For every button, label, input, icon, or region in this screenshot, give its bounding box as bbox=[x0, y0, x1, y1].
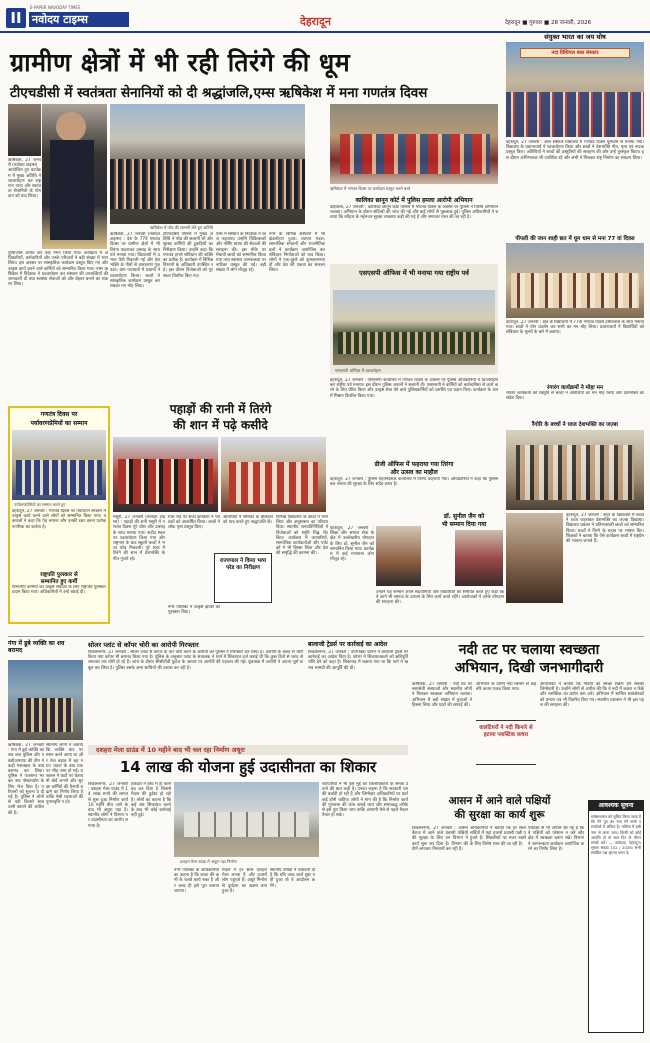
bottom-right-story2-col1: विकासनगर, 27 जनवरी : आसन बैराज में आने वाले प्रवासी पक्षियों की सुरक्षा के लिए वन विभाग ने कार्य शुरू कर दिया है। विभाग की टीमें लगातार निगरानी कर रही हैं। bbox=[412, 826, 468, 852]
bottom-main-headline: 14 लाख की योजना हुई उदासीनता का शिकार bbox=[119, 758, 377, 776]
bottom-right-headline-line1: नदी तट पर चलाया स्वच्छता bbox=[458, 642, 600, 658]
bottom-story1-col2: स्थानीय लोगों ने बताया कि व्यक्ति घाट पर स्नान करने आया था और तेज बहाव में बह गया। घटना के बाद घाट पर भीड़ जमा हो गई। प्रशासन ने घाटों पर चेतावनी बोर्ड लगाने और सुरक्षा कर्मियों की तैनाती बढ़ाने का निर्णय लिया है ताकि ऐसी घटनाओं की पुनरावृत्ति न हो। bbox=[46, 743, 83, 806]
bottom-main-col5: स्थानीय पार्षदों ने चेतावनी दी है कि यदि जल्द कार्य शुरू नहीं हुआ तो वे आंदोलन करेंगे। bbox=[270, 868, 315, 889]
bottom-story3-body: विकासनगर, 27 जनवरी : उपभोक्ता फोरम ने बालाजी ट्रेडर्स पर कार्रवाई का आदेश दिया है। फोरम ने शिकायतकर्ता को क्षतिपूर्ति राशि देने को कहा है। शिकायत में बताया गया था कि फर्म ने खराब सामग्री की आपूर्ति की थी। bbox=[308, 650, 408, 671]
lead-body-col4: एम्स में संस्थान के निदेशक ने ध्वज फहराया। उन्होंने चिकित्सकों और नर्सिंग स्टाफ की सेवाओं की सराहना की। इस मौके पर मेधावी छात्रों को सम्मानित किया गया तथा स्वास्थ्य जागरूकता पर नाटिका प्रस्तुत की गई। बड़ी संख्या में लोग मौजूद रहे। bbox=[216, 232, 266, 274]
river-rescue-photo bbox=[8, 660, 83, 740]
right-story3-title: रंगारंग कार्यक्रमों ने मोहा मन bbox=[546, 385, 603, 391]
bottom-right-story2-line2: की सुरक्षा का कार्य शुरू bbox=[454, 809, 545, 821]
yoga-group-photo bbox=[506, 243, 644, 318]
bottom-story3-title: बालाजी ट्रेडर्स पर कार्रवाई का आदेश bbox=[308, 641, 388, 648]
bottom-story2-title: सोलर प्लांट से कॉपर चोरी का आरोपी गिरफ्तार bbox=[88, 641, 199, 649]
lead-headline: ग्रामीण क्षेत्रों में भी रही तिरंगे की धूम bbox=[10, 48, 351, 77]
bottom-right-col3: आयोजकों ने बताया कि नदियों को स्वच्छ रखना हम सबकी जिम्मेदारी है। उन्होंने लोगों से अपील की कि वे नदी में कचरा न फेंकें और प्लास्टिक का प्रयोग कम करें। अभियान में शामिल स्वयंसेवकों को प्रमाण पत्र भी वितरित किए गए। स्थानीय प्रशासन ने भी इस पहल की सराहना की। bbox=[540, 682, 644, 708]
bottom-kicker: दशहरा मेला ग्राउंड में 10 महीने बाद भी चल रहा निर्माण अधूरा bbox=[88, 745, 408, 755]
center-headline-line1: पहाड़ों की रानी में तिरंगे bbox=[169, 402, 272, 416]
center-body-col4: विभिन्न विद्यालयों के छात्रों ने भाग लिया और अनुशासन का परिचय दिया। स्थानीय जनप्रतिनिधियों ने विजेताओं को स्मृति चिह्न भेंट किए। कार्यक्रम में व्यापारियों, सामाजिक कार्यकर्ताओं और पर्यटकों ने भी हिस्सा लिया और देश की समृद्धि की कामना की। bbox=[276, 515, 328, 557]
lead-body-col1: ऋषिकेश, 27 जनवरी (नवोदय टाइम्स) आयोजित हुए कार्यक्रम में मुख्य अतिथि ने ध्वजारोहण कर राष्ट्रगान गाया और स्वतंत्रता सेनानियों के योगदान को याद किया। bbox=[8, 158, 41, 200]
official-portrait-photo bbox=[8, 104, 41, 156]
middle-story1-title: कालिका छानून कोर्ट में पुलिस हमला आरोपी अभियान bbox=[355, 197, 473, 204]
right-story3-body: रंगारंग कार्यक्रमों की प्रस्तुति से बच्चों ने अतिथियों का मन मोह लिया और देशभक्ति का संदेश दिया। bbox=[506, 391, 644, 402]
profile-title: डॉ. सुनील जैन को bbox=[443, 513, 485, 520]
section-divider bbox=[8, 636, 644, 637]
ssp-caption: एसएसपी ऑफिस में ध्वजारोहण bbox=[335, 368, 381, 373]
yellow-box-body: देहरादून, 27 जनवरी : गणतंत्र दिवस पर पर्यावरण संरक्षण में उत्कृष्ट कार्य करने वाले लोगों को सम्मानित किया गया। वक्ताओं ने कहा कि पेड़ लगाना और उनकी रक्षा करना प्रत्येक नागरिक का कर्तव्य है। bbox=[12, 509, 106, 530]
page-number: II bbox=[6, 8, 26, 28]
epaper-tag: E-PAPER NAVODAY TIMES bbox=[30, 5, 81, 10]
center-body-col1: मसूरी, 27 जनवरी (नवोदय टाइम्स) : पहाड़ों की रानी मसूरी में गणतंत्र दिवस पूरे जोश और उत्साह के साथ मनाया गया। शहीद स्थल पर ध्वजारोहण किया गया और राष्ट्रगान के बाद स्कूली बच्चों ने भव्य परेड निकाली। पूरे शहर में तिरंगे की शान में देशभक्ति के गीत गूंजते रहे। bbox=[113, 515, 165, 562]
right-story2-title: पीपली की जान शाही छत में धूम धाम से मना 77 वां दिवस bbox=[515, 236, 635, 242]
right-story4-body: देहरादून, 27 जनवरी : शहर के विद्यालयों में बच्चों ने ध्वज फहराकर देशभक्ति का जज़्बा दिखाया। विद्यालय प्रबंधन ने प्रतिभाशाली छात्रों को सम्मानित किया। बच्चों ने तिरंगे के महत्व पर भाषण दिए। शिक्षकों ने बताया कि ऐसे कार्यक्रम बच्चों में राष्ट्रप्रेम की भावना जगाते हैं। bbox=[566, 513, 644, 545]
parade-photo bbox=[110, 104, 305, 224]
bottom-story1-title: गंगा में डूबे व्यक्ति का शव बरामद bbox=[8, 640, 65, 654]
yellow-box-story-sub: सम्मानित हुए कर्मी bbox=[40, 579, 78, 585]
notice-ad-title: आवश्यक सूचना bbox=[589, 801, 643, 811]
right-story1-body: देहरादून, 27 जनवरी : बाल संस्कार विद्यालय में गणतंत्र दिवस धूमधाम से मनाया गया। विद्यालय के प्रधानाचार्य ने ध्वजारोहण किया और छात्रों ने देशभक्ति गीत, नृत्य एवं नाटक प्रस्तुत किए। अतिथियों ने बच्चों की प्रस्तुतियों की सराहना की और उन्हें पुरस्कृत किया। इस दौरान अभिभावक भी उपस्थित रहे और सभी ने मिलकर राष्ट्र निर्माण का संकल्प लिया। bbox=[506, 140, 644, 161]
bottom-main-col3: नगर पालिका के अधिकारियों का कहना है कि बजट की कमी के चलते कार्य रुका है और जल्द ही इसे पूरा कराया जाएगा। bbox=[174, 868, 219, 894]
officer-saluting-photo bbox=[42, 104, 107, 249]
student-portrait-photo bbox=[506, 513, 563, 603]
dance-photo bbox=[330, 104, 498, 184]
lead-body-col5: नगर के विभिन्न संस्थानों में भी झंडारोहण हुआ। व्यापार मंडल, सामाजिक संगठनों और राजनीतिक दलों ने कार्यक्रम आयोजित कर संविधान निर्माताओं को याद किया। लोगों ने एक-दूसरे को शुभकामनाएं दीं और देश की एकता का संकल्प लिया। bbox=[269, 232, 325, 274]
middle-story1-body: डोईवाला, 27 जनवरी : कालिका छानून कोर्ट परिसर में गणतंत्र दिवस के अवसर पर पुलिस ने विशेष अभियान चलाया। अभियान के दौरान संदिग्धों की जांच की गई और कई लोगों से पूछताछ हुई। पुलिस अधिकारियों ने बताया कि त्यौहार के मद्देनजर सुरक्षा व्यवस्था कड़ी की गई है और लगातार गश्त की जा रही है। bbox=[330, 205, 498, 221]
bottom-story2-body: विकासनगर, 27 जनवरी : सोलर प्लांट से कॉपर के तार चोरी करने के आरोपी को पुलिस ने गिरफ्तार कर लिया है। आरोपी के कब्जे से चोरी किया गया कॉपर भी बरामद किया गया है। पुलिस के अनुसार प्लांट के संचालक ने थाने में शिकायत दर्ज कराई थी कि कुछ दिनों से प्लांट से लगातार तार चोरी हो रहे हैं। जांच के दौरान सीसीटीवी फुटेज के आधार पर आरोपी की पहचान की गई। पूछताछ में आरोपी ने अपना जुर्म कबूल कर लिया है। पुलिस उसके अन्य साथियों की तलाश कर रही है। bbox=[88, 650, 303, 671]
middle-story3-body: देहरादून, 27 जनवरी : पुलिस महानिदेशक कार्यालय में तिरंगा फहराया गया। अधिकारियों ने कहा कि पुलिस बल जनता की सुरक्षा के लिए सदैव तत्पर है। bbox=[330, 477, 498, 488]
dateline: देहरादून ■ गुरुवार ■ 28 जनवरी, 2026 bbox=[505, 20, 592, 26]
notice-ad-body: सर्वसाधारण को सूचित किया जाता है कि मेरे पुत्र का नाम मेरे सभी दस्तावेजों में अंकित है। भविष्य में इसी नाम से जाना जाए। किसी को कोई आपत्ति हो तो सात दिन के भीतर संपर्क करें। — आवेदक, देहरादून। सूचना संख्या 102 / 2026। सभी संबंधित पक्ष कृपया ध्यान दें। bbox=[591, 814, 641, 856]
yellow-box-title: गणतंत्र दिवस पर bbox=[40, 411, 78, 418]
ssp-office-photo bbox=[333, 290, 495, 365]
bottom-right-story2-col2: अधिकारियों ने बताया कि हर साल सर्दियों में यहां हजारों प्रवासी पक्षी पहुंचते हैं। शिकारियों पर नजर रखने के लिए विशेष गश्त की जा रही है। bbox=[470, 826, 526, 847]
bottom-main-col6: व्यापारियों ने भी इस मुद्दे को जिलाधिकारी के समक्ष उठाने की बात कही है। उनका कहना है कि सरकारी धन की बर्बादी हो रही है और जिम्मेदार अधिकारियों पर कार्रवाई होनी चाहिए। लोगों ने मांग की है कि निर्माण कार्य की गुणवत्ता की जांच कराई जाए और समयबद्ध तरीके से इसे पूरा किया जाए ताकि आगामी मेले से पहले मैदान तैयार हो सके। bbox=[322, 782, 408, 819]
bottom-main-col2: ठेकेदार ने बीच में ही काम बंद कर दिया है जिससे मैदान की दुर्दशा हो रही है। लोगों का कहना है कि कई बार शिकायत करने के बाद भी कोई कार्रवाई नहीं हुई। bbox=[131, 782, 171, 819]
bottom-right-col1: ऋषिकेश, 27 जनवरी : नदी तट पर स्वयंसेवी संस्थाओं और स्थानीय लोगों ने मिलकर स्वच्छता अभियान चलाया। अभियान में बड़ी संख्या में युवाओं ने हिस्सा लिया और घाटों की सफाई की। bbox=[412, 682, 472, 708]
center-body-col2b: नगर पालिका ने उत्कृष्ट झांकी को पुरस्कार दिया। bbox=[168, 605, 220, 616]
school-banner: नदा प्रिंसिपल बाल संस्कार bbox=[520, 48, 630, 58]
lead-subhead: टीएचडीसी में स्वतंत्रता सेनानियों को दी श्रद्धांजलि,एम्स ऋषिकेश में मना गणतंत्र दिवस bbox=[10, 85, 428, 101]
yellow-box-story-title: राष्ट्रपति पुरस्कार से bbox=[40, 572, 78, 578]
yellow-box-caption: पर्यावरणप्रेमियों का सम्मान करते हुए bbox=[14, 502, 66, 507]
right-story4-title: रैंगोरि के बच्चों ने ध्वज देशभक्ति का जज़्बा bbox=[532, 422, 618, 428]
page-header bbox=[0, 0, 650, 36]
center-body-col3: अतिथियों ने सैनिकों के बलिदान को याद करते हुए श्रद्धांजलि दी। bbox=[223, 515, 273, 526]
section-title: देहरादून bbox=[300, 15, 331, 28]
middle-story3-sub: और उत्सव का माहौल bbox=[390, 469, 438, 476]
bottom-story1-col1: ऋषिकेश, 27 जनवरी : गंगा में डूबे व्यक्ति का शव जल पुलिस और एसडीआरएफ की टीम ने कड़ी मशक्कत के बाद बरामद कर लिया। पुलिस ने पंचनामा भरकर शव पोस्टमार्टम के लिए भेज दिया है। परिजनों को सूचना दे दी गई है। पुलिस ने लोगों से नदी किनारे सावधानी बरतने की अपील की है। bbox=[8, 743, 44, 816]
profile-subtitle: भी सम्मान दिया गया bbox=[441, 521, 487, 528]
sunil-jain-photo bbox=[455, 530, 503, 586]
lead-body-col1b: पुष्पांजलि अर्पित कर उन्हें नमन किया गया। कार्यक्रम में अधिकारियों, कर्मचारियों और उनके परिजनों ने बड़ी संख्या में भाग लिया। इस अवसर पर सांस्कृतिक कार्यक्रम प्रस्तुत किए गए और उत्कृष्ट कार्य करने वाले कर्मियों को सम्मानित किया गया। एम्स ऋषिकेश में निदेशक ने ध्वजारोहण कर संस्थान की उपलब्धियों की जानकारी दी तथा स्वास्थ्य सेवाओं को और बेहतर बनाने का संकल्प लिया। bbox=[8, 251, 108, 288]
bottom-right-pullquote: वालंटियरों ने नदी किनारे से हटाया प्लास्टिक कचरा bbox=[476, 720, 536, 765]
kids-dance-photo bbox=[506, 430, 644, 510]
center-body-col2: माल रोड पर सजी झांकियों ने पर्यटकों को आकर्षित किया। बच्चों ने लोक नृत्य प्रस्तुत किए। bbox=[168, 515, 220, 531]
bottom-main-col4: मैदान में हर साल दशहरा मेला लगता है और हजारों लोग पहुंचते हैं। अधूरे निर्माण से दुर्घटना का खतरा बना हुआ है। bbox=[222, 868, 267, 894]
environment-award-photo bbox=[12, 430, 106, 500]
mela-ground-photo bbox=[174, 782, 319, 857]
governor-parade-photo-1 bbox=[113, 437, 218, 512]
yellow-box-subtitle: पर्यावरणप्रेमियों का सम्मान bbox=[30, 420, 88, 427]
mela-ground-caption: दशहरा मेला ग्राउंड में अधूरा पड़ा निर्माण bbox=[180, 859, 237, 864]
center-pullquote: राज्यपाल ने किया भव्य परेड का निरीक्षण bbox=[214, 553, 272, 603]
center-headline-line2: की शान में पढ़े कसीदे bbox=[173, 418, 268, 432]
yellow-box-story-body: विभागीय कर्मियों को उत्कृष्ट सेवाओं के लिए राष्ट्रपति पुरस्कार प्रदान किया गया। अधिकारियों ने उन्हें बधाई दी। bbox=[12, 585, 106, 596]
bottom-right-col2: अभियान के दौरान नदी किनारे से कई बोरे कचरा एकत्र किया गया। bbox=[476, 682, 536, 693]
governor-parade-photo-2 bbox=[221, 437, 326, 512]
middle-story2-title: एसएसपी ऑफिस में भी मनाया गया राष्ट्रीय पर्व bbox=[359, 269, 469, 277]
profile-body-col1: देहरादून, 27 जनवरी : शिक्षा और समाज सेवा के क्षेत्र में उल्लेखनीय योगदान के लिए डॉ. सुनील जैन को सम्मानित किया गया। कार्यक्रम में कई गणमान्य लोग मौजूद रहे। bbox=[330, 526, 374, 563]
award-photo bbox=[376, 526, 421, 586]
bottom-right-headline-line2: अभियान, दिखी जनभागीदारी bbox=[454, 660, 604, 676]
bottom-right-story2-col3: पर्यटकों से भी अपील की गई है कि वे पक्षियों को परेशान न करें और क्षेत्र में स्वच्छता बनाए रखें। विभाग ने जागरूकता कार्यक्रम आयोजित करने का निर्णय लिया है। bbox=[528, 826, 584, 852]
middle-story3-title: डीजी ऑफिस में फहराया गया तिरंगा bbox=[374, 461, 454, 468]
masthead: नवोदय टाइम्स bbox=[29, 12, 129, 27]
bottom-right-story2-line1: आसन में आने वाले पक्षियों bbox=[448, 795, 551, 807]
middle-story2-body: देहरादून, 27 जनवरी : एसएसपी कार्यालय में गणतंत्र दिवस के अवसर पर पुलिस अधिकारियों ने ध्वजारोहण कर राष्ट्रीय पर्व मनाया। इस दौरान पुलिस जवानों ने सलामी दी। एसएसपी ने कर्मियों को कर्तव्यनिष्ठा से कार्य करने के लिए प्रेरित किया और उत्कृष्ट सेवा देने वाले पुलिसकर्मियों को प्रशस्ति पत्र प्रदान किए। कार्यक्रम के अंत में मिष्ठान वितरित किया गया। bbox=[330, 378, 498, 399]
profile-body-col2: उन्होंने यह सम्मान अपने सहयोगियों और विद्यार्थियों को समर्पित करते हुए कहा कि वे आगे भी समाज के उत्थान के लिए कार्य करते रहेंगे। आयोजकों ने उनके योगदान की सराहना की। bbox=[376, 590, 504, 606]
lead-body-col3: टीएचडीसी परिसर में मुख्य अतिथि ने परेड की सलामी ली और सुरक्षा कर्मियों की टुकड़ियों का निरीक्षण किया। उन्होंने कहा कि गणतंत्र हमारे संविधान की शक्ति का प्रतीक है। कार्यक्रम में विभिन्न विभागों के अधिकारी उपस्थित रहे। इस दौरान विजेताओं को पुरस्कार वितरित किए गए। bbox=[163, 232, 213, 279]
lead-body-col2: ऋषिकेश, 27 जनवरी (नवोदय टाइम्स) : देश के 77वें गणतंत्र दिवस पर ग्रामीण क्षेत्रों में भी तिरंगा फहराकर उत्साह के साथ पर्व मनाया गया। विद्यालयों में प्रभात फेरी निकाली गई और देशभक्ति के गीतों से वातावरण गूंज उठा। ग्राम पंचायतों में प्रधानों ने ध्वजारोहण किया। बच्चों ने सांस्कृतिक कार्यक्रम प्रस्तुत कर सबका मन मोह लिया। bbox=[110, 232, 160, 290]
right-story2-body: देहरादून, 27 जनवरी : क्षेत्र के विद्यालयों में 77वां गणतंत्र दिवस हर्षोल्लास के साथ मनाया गया। छात्रों ने योग प्रदर्शन कर सभी का मन मोह लिया। प्रधानाचार्य ने विद्यार्थियों को संविधान के मूल्यों के बारे में बताया। bbox=[506, 320, 644, 336]
right-box-title: संयुक्त भारत का जय घोष bbox=[544, 33, 606, 41]
dance-caption: ऋषिकेश में गणतंत्र दिवस पर कार्यक्रम प्रस्तुत करते बच्चे bbox=[330, 186, 411, 191]
bottom-main-col1: विकासनगर, 27 जनवरी : दशहरा मेला ग्राउंड में 14 लाख रुपये की लागत से शुरू हुआ निर्माण कार्य 10 महीने बीत जाने के बाद भी अधूरा पड़ा है। स्थानीय लोगों ने विभाग पर उदासीनता का आरोप लगाया है। bbox=[88, 782, 128, 829]
parade-caption: ऋषिकेश में परेड की सलामी लेते हुए अतिथि bbox=[150, 225, 214, 230]
